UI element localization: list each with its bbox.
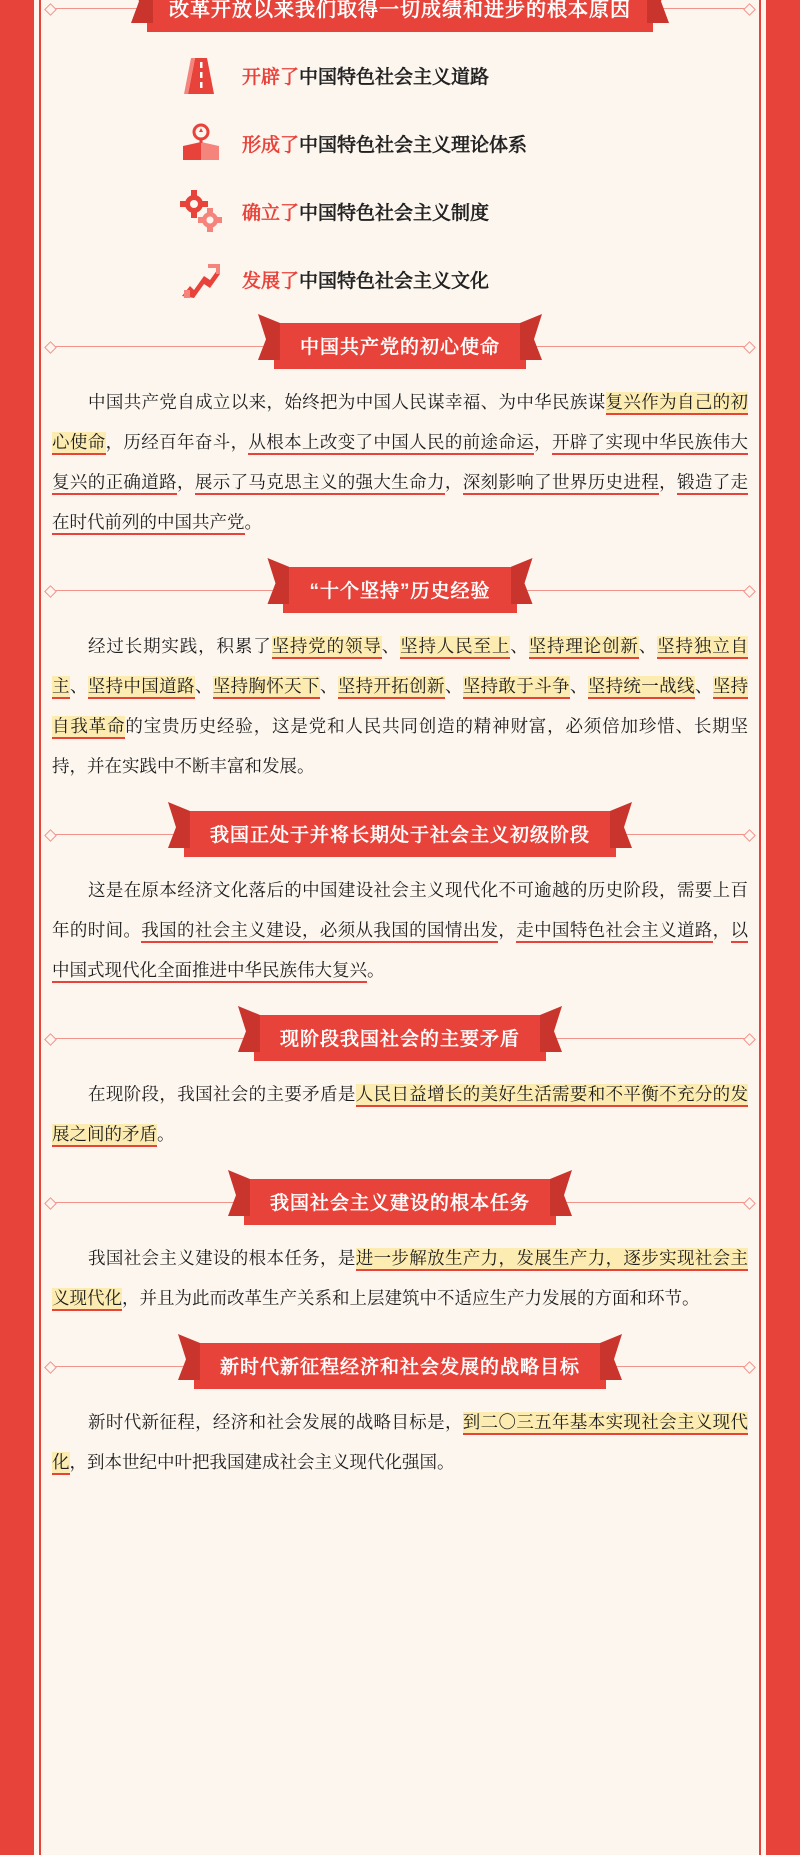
text-run: 、 (69, 676, 88, 696)
text-run: 中国共产党自成立以来，始终把为中国人民谋幸福、为中华民族谋 (88, 392, 606, 412)
ribbon-tail-left (131, 0, 153, 23)
ribbon-tail-right (540, 1006, 562, 1052)
ribbon-tail-right (550, 1170, 572, 1216)
list-item-label: 中国特色社会主义理论体系 (299, 134, 528, 156)
section-paragraph (52, 382, 748, 542)
ribbon-ten-persistences (48, 568, 752, 612)
list-item-lead: 形成了 (242, 134, 300, 156)
list-item-text (242, 198, 489, 225)
list-item (178, 120, 752, 166)
ribbon-tail-left (267, 558, 289, 604)
text-run: 。 (367, 960, 385, 980)
text-run: ， (534, 432, 552, 452)
list-item-lead: 确立了 (242, 202, 300, 224)
highlight-run: 坚持敢于斗争 (463, 676, 570, 699)
underline-run: 锻造了走在时代前列的中国共产党 (52, 472, 748, 535)
open-book-icon (178, 120, 224, 166)
section-heading (147, 0, 653, 32)
ribbon-tail-left (238, 1006, 260, 1052)
text-run: ， (177, 472, 195, 492)
text-run: 。 (157, 1124, 175, 1144)
section-principal-contradiction (48, 1016, 752, 1154)
text-run: 的宝贵历史经验，这是党和人民共同创造的精神财富，必须倍加珍惜、长期坚持，并在实践中不断丰富和发展。 (52, 716, 749, 776)
ribbon-tail-left (178, 1334, 200, 1380)
great-wall-icon (178, 256, 224, 302)
underline-run: 走中国特色社会主义道路 (516, 920, 712, 943)
list-item-lead: 开辟了 (242, 66, 300, 88)
list-item (178, 256, 752, 302)
ribbon-tail-left (258, 314, 280, 360)
text-run: 、 (444, 676, 463, 696)
section-heading-label: 我国社会主义建设的根本任务 (269, 1193, 530, 1214)
section-paragraph (52, 870, 748, 990)
frame-border-left (0, 0, 34, 1855)
highlight-run: 坚持理论创新 (529, 636, 639, 659)
section-strategic-goals (48, 1344, 752, 1482)
list-item-label: 中国特色社会主义道路 (299, 66, 490, 88)
section-heading-label: 现阶段我国社会的主要矛盾 (279, 1029, 520, 1050)
road-icon (178, 52, 224, 98)
highlight-run: 坚持党的领导 (272, 636, 382, 659)
text-run: ，并且为此而改革生产关系和上层建筑中不适应生产力发展的方面和环节。 (122, 1288, 700, 1308)
highlight-run: 坚持人民至上 (400, 636, 510, 659)
list-item-label: 中国特色社会主义文化 (299, 270, 490, 292)
ribbon-tail-right (520, 314, 542, 360)
text-run: 在现阶段，我国社会的主要矛盾是 (88, 1084, 356, 1104)
section-heading-label: 中国共产党的初心使命 (299, 337, 500, 358)
text-run: 、 (638, 636, 658, 656)
highlight-run: 人民日益增长的美好生活需要和不平衡不充分的发展之间的矛盾 (52, 1084, 748, 1147)
text-run: 这是在原本经济文化落后的中国建设社会主义现代化不可逾越的历史阶段，需要上百年的时间。 (52, 880, 748, 940)
frame-line-left (39, 0, 41, 1855)
highlight-run: 进一步解放生产力，发展生产力，逐步实现社会主义现代化 (52, 1248, 748, 1311)
frame-line-right (759, 0, 761, 1855)
achievement-icon-list (48, 52, 752, 302)
ribbon-root-cause (48, 0, 752, 30)
ribbon-original-mission (48, 324, 752, 368)
highlight-run: 到二〇三五年基本实现社会主义现代化 (52, 1412, 748, 1475)
highlight-run: 坚持自我革命 (52, 676, 748, 739)
section-heading (274, 323, 526, 369)
underline-run: 我国的社会主义建设，必须从我国的国情出发 (141, 920, 498, 943)
highlight-run: 复兴作为自己的初心使命 (52, 392, 748, 455)
underline-run: 从根本上改变了中国人民的前途命运 (248, 432, 534, 455)
text-run: 、 (319, 676, 338, 696)
text-run: ，到本世纪中叶把我国建成社会主义现代化强国。 (69, 1452, 455, 1472)
gears-icon (178, 188, 224, 234)
highlight-run: 坚持开拓创新 (338, 676, 445, 699)
section-paragraph (52, 626, 748, 786)
list-item-label: 中国特色社会主义制度 (299, 202, 490, 224)
text-run: 、 (381, 636, 401, 656)
section-original-mission (48, 324, 752, 542)
list-item (178, 52, 752, 98)
section-heading-label: “十个坚持”历史经验 (309, 581, 491, 602)
ribbon-fundamental-task (48, 1180, 752, 1224)
text-run: 我国社会主义建设的根本任务，是 (88, 1248, 356, 1268)
section-paragraph (52, 1238, 748, 1318)
list-item-text (242, 130, 527, 157)
highlight-run: 坚持独立自主 (52, 636, 748, 699)
highlight-run: 坚持统一战线 (588, 676, 695, 699)
ribbon-tail-right (610, 802, 632, 848)
text-run: ， (659, 472, 677, 492)
text-run: 、 (194, 676, 213, 696)
ribbon-tail-right (600, 1334, 622, 1380)
highlight-run: 坚持胸怀天下 (213, 676, 320, 699)
ribbon-strategic-goals (48, 1344, 752, 1388)
text-run: 、 (569, 676, 588, 696)
text-run: 经过长期实践，积累了 (88, 636, 272, 656)
section-heading-label: 新时代新征程经济和社会发展的战略目标 (219, 1357, 580, 1378)
frame-inner-right (761, 0, 766, 1855)
section-heading (244, 1179, 556, 1225)
list-item (178, 188, 752, 234)
text-run: 、 (694, 676, 713, 696)
section-heading (184, 811, 616, 857)
section-heading (283, 567, 516, 613)
section-paragraph (52, 1402, 748, 1482)
ribbon-tail-left (168, 802, 190, 848)
section-root-cause (48, 0, 752, 302)
ribbon-tail-right (511, 558, 533, 604)
ribbon-tail-right (647, 0, 669, 23)
list-item-text (242, 266, 489, 293)
ribbon-principal-contradiction (48, 1016, 752, 1060)
ribbon-primary-stage (48, 812, 752, 856)
underline-run: 开辟了实现中华民族伟大复兴的正确道路 (52, 432, 748, 495)
ribbon-tail-left (228, 1170, 250, 1216)
section-heading (194, 1343, 606, 1389)
section-paragraph (52, 1074, 748, 1154)
text-run: 新时代新征程，经济和社会发展的战略目标是， (88, 1412, 463, 1432)
text-run: ，历经百年奋斗， (105, 432, 249, 452)
frame-border-right (766, 0, 800, 1855)
highlight-run: 坚持中国道路 (88, 676, 195, 699)
section-fundamental-task (48, 1180, 752, 1318)
underline-run: 以中国式现代化全面推进中华民族伟大复兴 (52, 920, 748, 983)
list-item-lead: 发展了 (242, 270, 300, 292)
list-item-text (242, 62, 489, 89)
section-primary-stage (48, 812, 752, 990)
underline-run: 深刻影响了世界历史进程 (463, 472, 659, 495)
content-column (48, 0, 752, 1482)
text-run: ， (712, 920, 731, 940)
text-run: 、 (510, 636, 529, 656)
text-run: 。 (244, 512, 262, 532)
section-heading (254, 1015, 546, 1061)
section-heading-label: 我国正处于并将长期处于社会主义初级阶段 (209, 825, 590, 846)
text-run: ， (444, 472, 463, 492)
underline-run: 展示了马克思主义的强大生命力 (195, 472, 445, 495)
text-run: ， (498, 920, 517, 940)
section-heading-label: 改革开放以来我们取得一切成绩和进步的根本原因 (169, 0, 631, 21)
section-ten-persistences (48, 568, 752, 786)
